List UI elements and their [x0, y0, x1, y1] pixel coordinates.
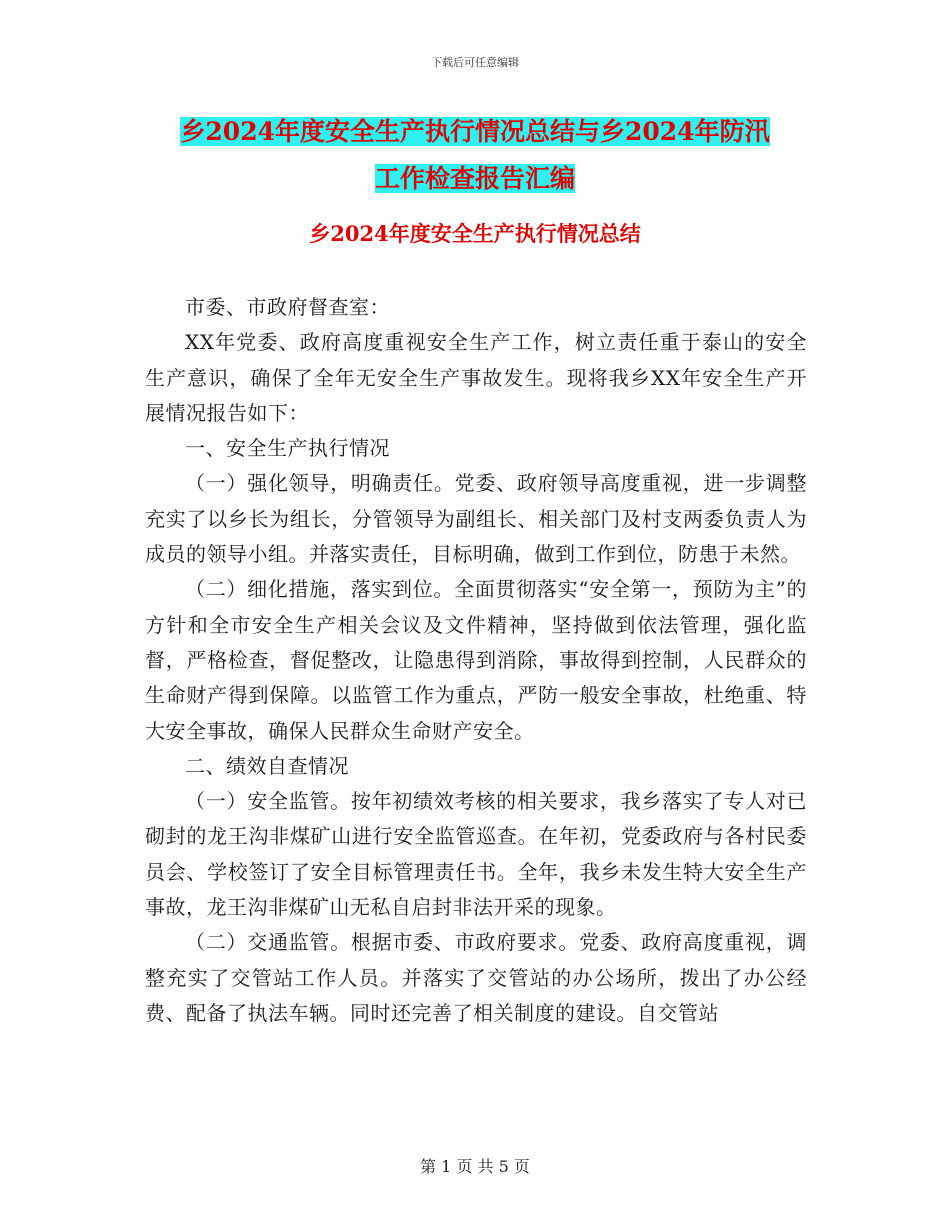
header-note: 下载后可任意编辑	[431, 56, 519, 69]
paragraph-leadership: （一）强化领导，明确责任。党委、政府领导高度重视，进一步调整充实了以乡长为组长，分管领导为副组长、相关部门及村支两委负责人为成员的领导小组。并落实责任，目标明确，做到工作到位，防患于未然。	[145, 471, 807, 567]
document-title	[150, 108, 800, 202]
paragraph-salutation: 市委、市政府督查室：	[185, 295, 390, 319]
section-title: 乡2024年度安全生产执行情况总结	[309, 221, 641, 246]
paragraph-intro: XX年党委、政府高度重视安全生产工作，树立责任重于泰山的安全生产意识，确保了全年无安全生产事故发生。现将我乡XX年安全生产开展情况报告如下：	[145, 330, 807, 425]
title-line-1: 乡2024年度安全生产执行情况总结与乡2024年防汛	[180, 117, 770, 146]
paragraph-measures: （二）细化措施，落实到位。全面贯彻落实“安全第一，预防为主”的方针和全市安全生产相关会议及文件精神，坚持做到依法管理，强化监督，严格检查，督促整改，让隐患得到消除，事故得到控制，人民群众的生命财产得到保障。以监管工作为重点，严防一般安全事故，杜绝重、特大安全事故，确保人民群众生命财产安全。	[145, 577, 807, 743]
heading-execution: 一、安全生产执行情况	[185, 436, 390, 461]
title-line-2: 工作检查报告汇编	[374, 164, 575, 193]
paragraph-traffic-supervision: （二）交通监管。根据市委、市政府要求。党委、政府高度重视，调整充实了交管站工作人员。并落实了交管站的办公场所，拨出了办公经费、配备了执法车辆。同时还完善了相关制度的建设。自交管站	[145, 930, 807, 1025]
document-body	[145, 290, 807, 1031]
page-number: 第 1 页 共 5 页	[420, 1157, 530, 1176]
heading-self-check: 二、绩效自查情况	[185, 753, 349, 778]
paragraph-safety-supervision: （一）安全监管。按年初绩效考核的相关要求，我乡落实了专人对已砌封的龙王沟非煤矿山进行安全监管巡查。在年初，党委政府与各村民委员会、学校签订了安全目标管理责任书。全年，我乡未发生特大安全生产事故，龙王沟非煤矿山无私自启封非法开采的现象。	[145, 789, 807, 920]
